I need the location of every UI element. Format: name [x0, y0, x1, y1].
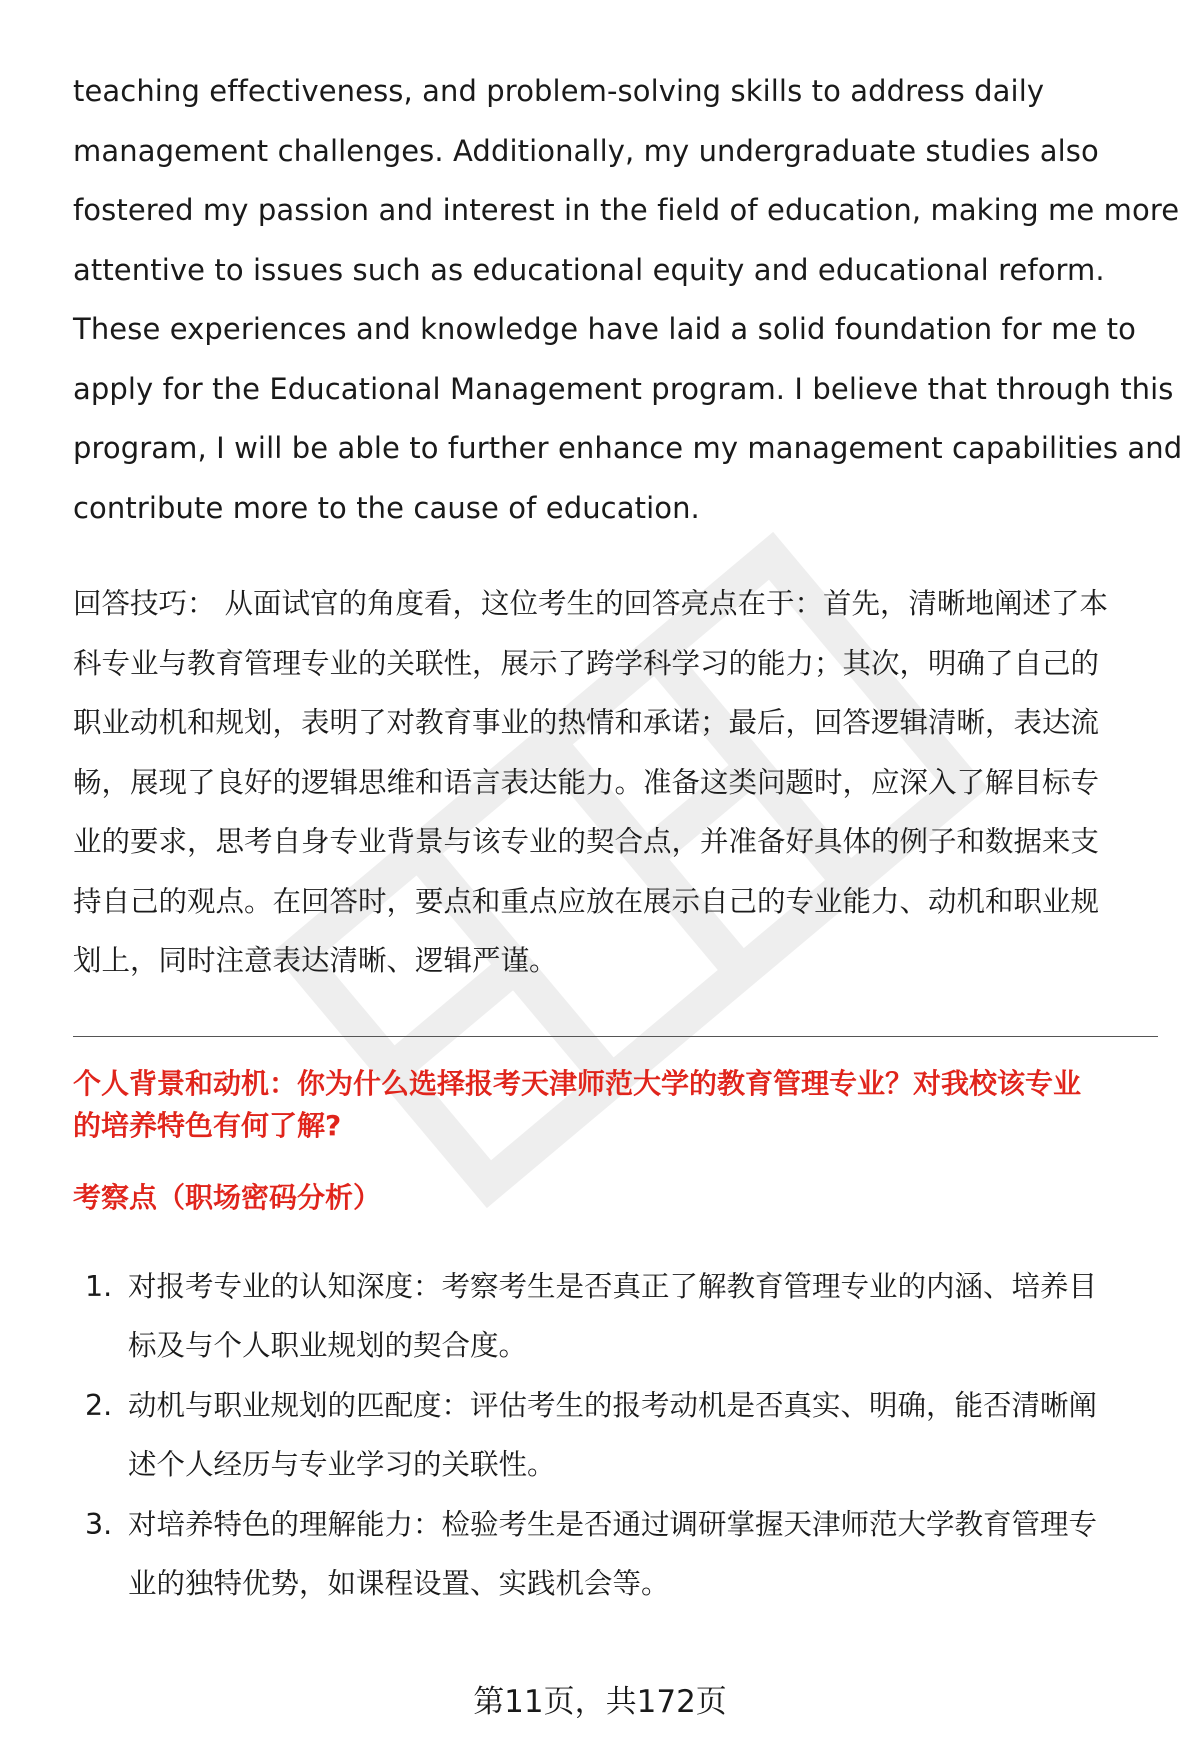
text-line: These experiences and knowledge have laid a solid foundation for me to — [73, 312, 1136, 346]
list-item — [73, 1376, 1158, 1495]
text-line: 回答技巧： 从面试官的角度看，这位考生的回答亮点在于：首先，清晰地阐述了本 — [73, 587, 1109, 620]
text-line: 个人背景和动机：你为什么选择报考天津师范大学的教育管理专业？对我校该专业 — [73, 1066, 1082, 1100]
text-line: 畅，展现了良好的逻辑思维和语言表达能力。准备这类问题时，应深入了解目标专 — [73, 765, 1100, 799]
answer-tips-paragraph — [73, 574, 1158, 991]
text-line: 对培养特色的理解能力：检验考生是否通过调研掌握天津师范大学教育管理专 — [128, 1507, 1098, 1541]
section-divider — [73, 1036, 1158, 1037]
text-line: 的培养特色有何了解? — [73, 1108, 342, 1142]
list-item — [73, 1257, 1158, 1376]
list-number: 1. — [85, 1269, 113, 1303]
points-heading: 考察点（职场密码分析） — [73, 1180, 382, 1214]
text-line: 职业动机和规划，表明了对教育事业的热情和承诺；最后，回答逻辑清晰，表达流 — [73, 706, 1100, 739]
text-line: program, I will be able to further enhance my management capabilities and — [73, 431, 1183, 465]
text-line: contribute more to the cause of education. — [73, 490, 700, 525]
text-line: attentive to issues such as educational equity and educational reform. — [73, 252, 1105, 287]
list-number: 2. — [85, 1388, 113, 1422]
points-list — [73, 1257, 1158, 1614]
text-line: 标及与个人职业规划的契合度。 — [128, 1329, 528, 1362]
list-item — [73, 1495, 1158, 1614]
text-line: fostered my passion and interest in the field of education, making me more — [73, 193, 1180, 227]
text-line: 动机与职业规划的匹配度：评估考生的报考动机是否真实、明确，能否清晰阐 — [128, 1388, 1098, 1422]
text-line: apply for the Educational Management program. I believe that through this — [73, 371, 1174, 406]
text-line: 业的独特优势，如课程设置、实践机会等。 — [128, 1567, 670, 1600]
text-line: 持自己的观点。在回答时，要点和重点应放在展示自己的专业能力、动机和职业规 — [73, 884, 1100, 918]
text-line: management challenges. Additionally, my undergraduate studies also — [73, 133, 1099, 168]
page-footer: 第11页，共172页 — [473, 1684, 727, 1720]
english-paragraph — [73, 62, 1183, 538]
text-line: 对报考专业的认知深度：考察考生是否真正了解教育管理专业的内涵、培养目 — [128, 1269, 1098, 1303]
text-line: teaching effectiveness, and problem-solving skills to address daily — [73, 74, 1045, 108]
question-heading — [73, 1063, 1158, 1147]
text-line: 业的要求，思考自身专业背景与该专业的契合点，并准备好具体的例子和数据来支 — [73, 825, 1100, 858]
text-line: 划上，同时注意表达清晰、逻辑严谨。 — [73, 944, 558, 977]
content-area — [73, 62, 1183, 1614]
text-line: 述个人经历与专业学习的关联性。 — [128, 1448, 556, 1481]
text-line: 科专业与教育管理专业的关联性，展示了跨学科学习的能力；其次，明确了自己的 — [73, 646, 1100, 680]
list-number: 3. — [85, 1507, 113, 1541]
